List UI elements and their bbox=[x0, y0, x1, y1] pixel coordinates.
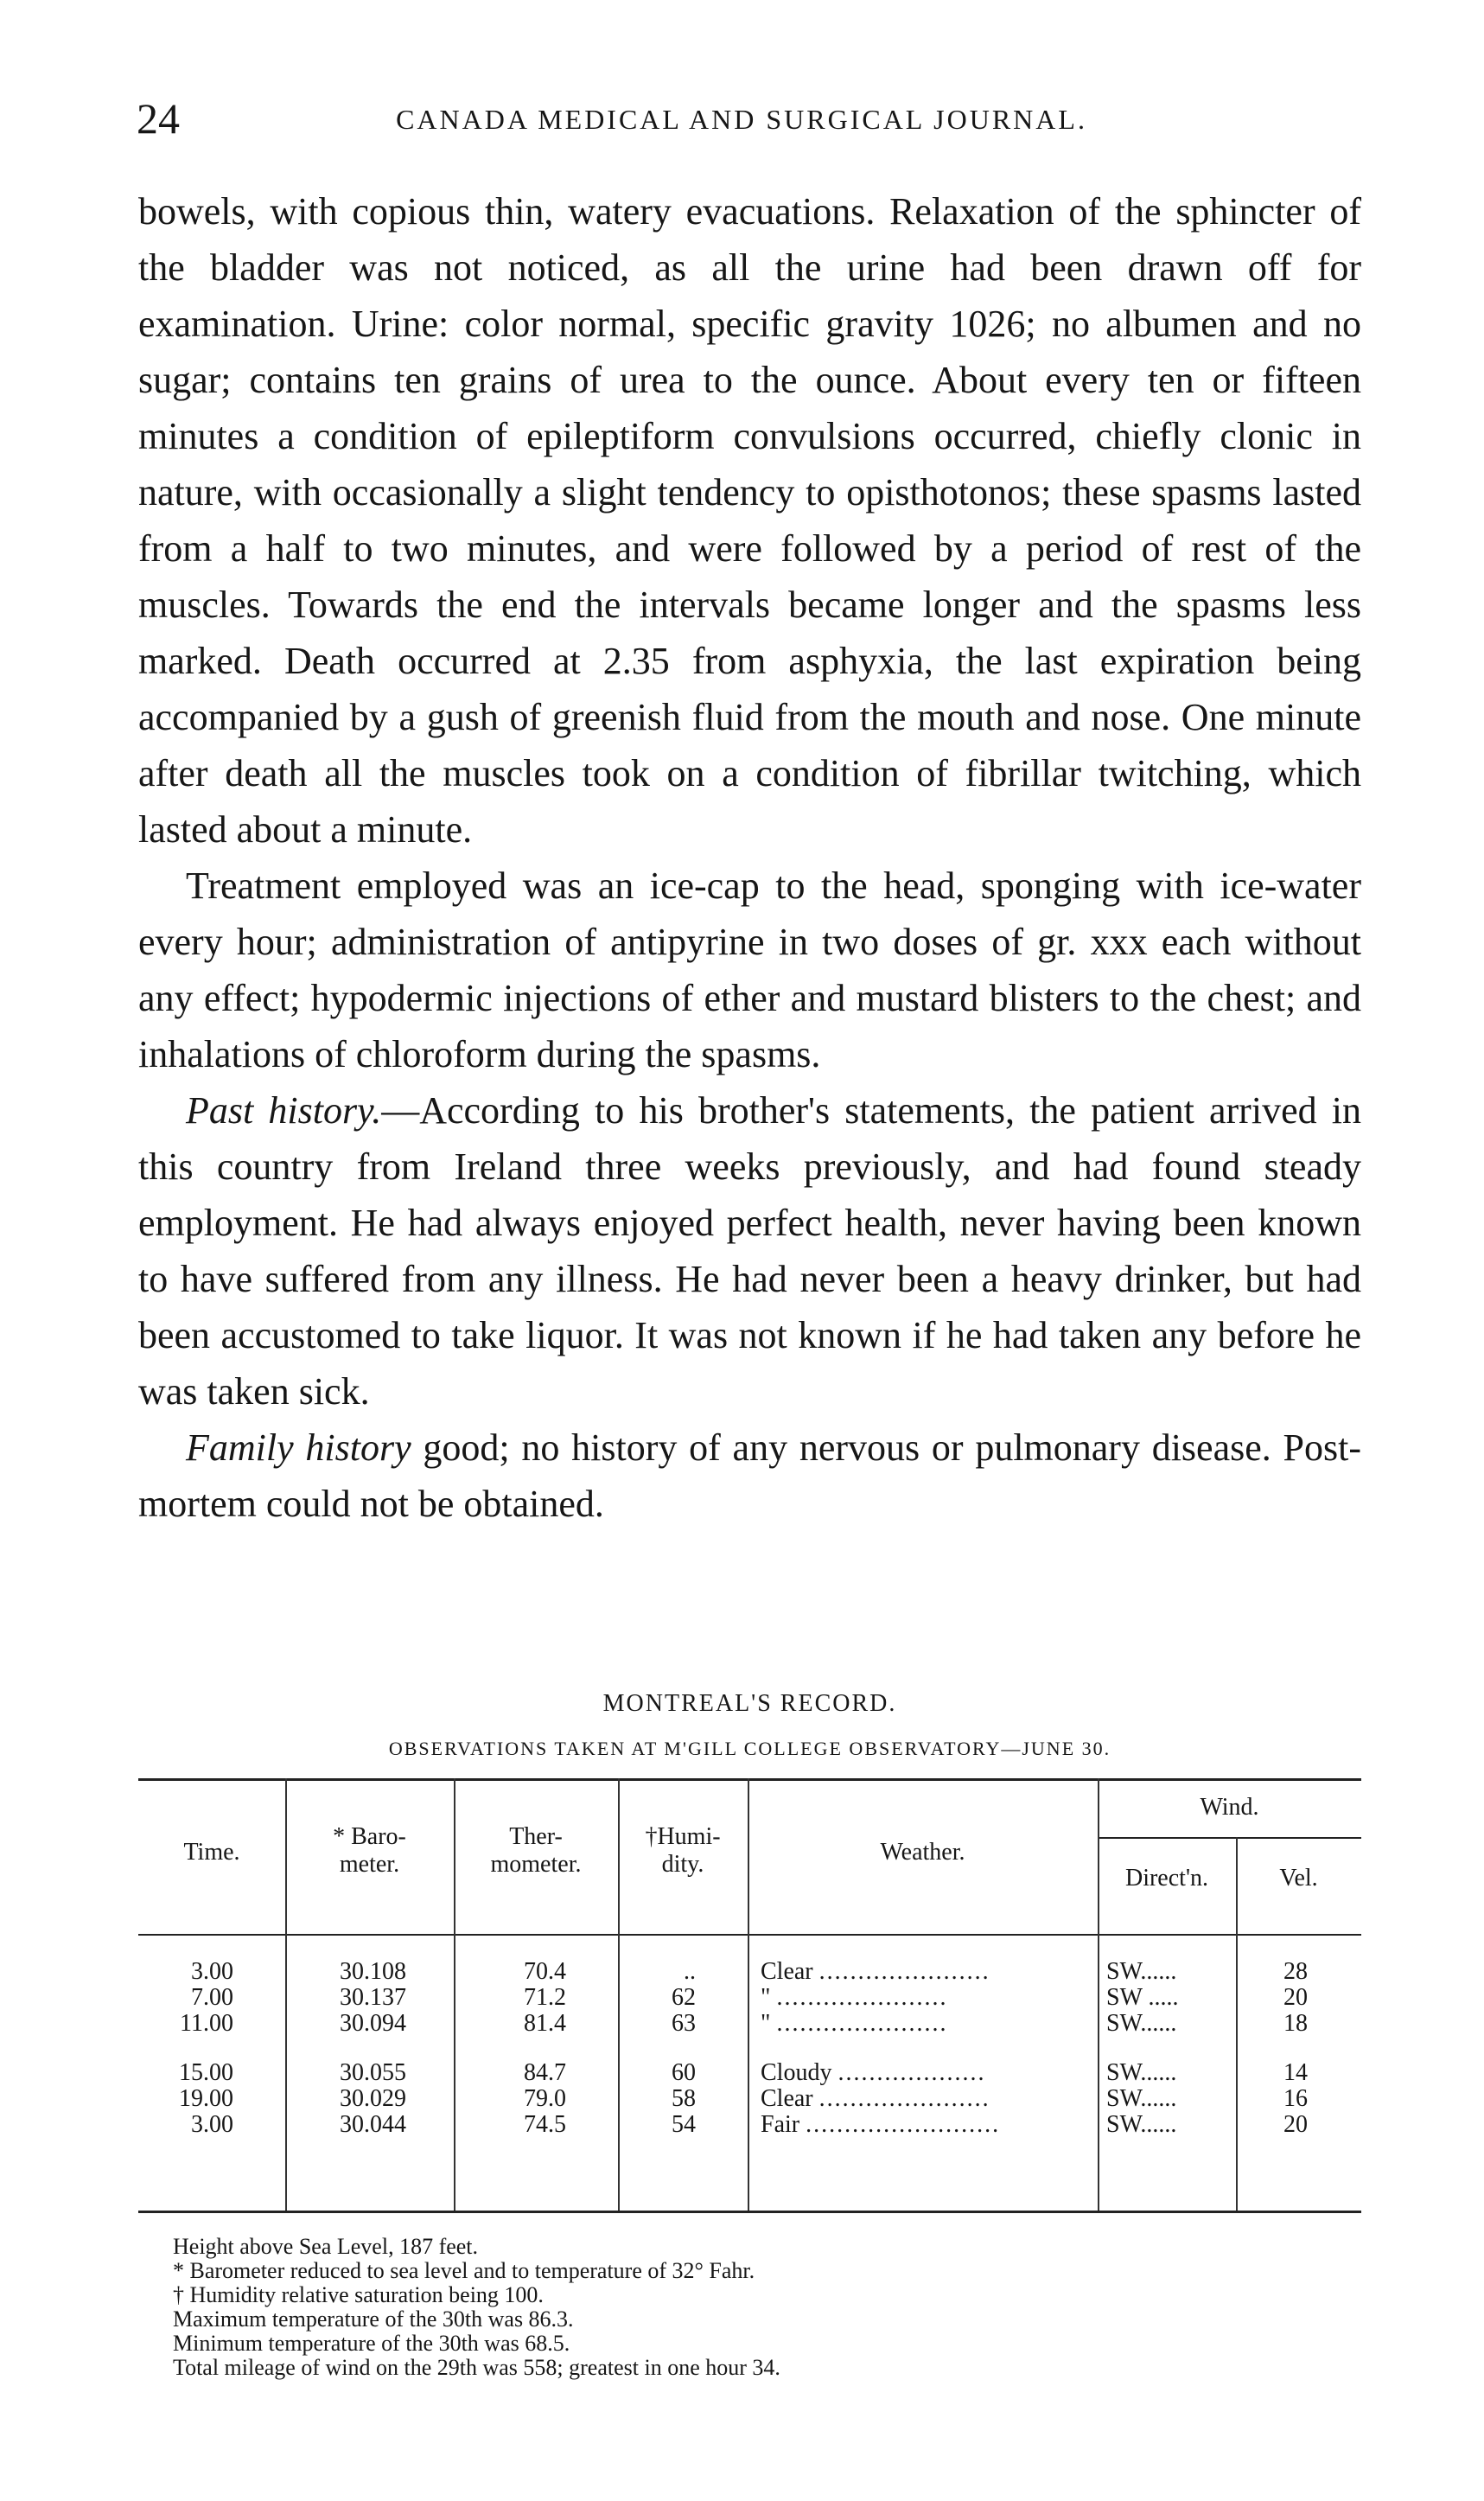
cell-weather bbox=[761, 2010, 1093, 2038]
running-head: CANADA MEDICAL AND SURGICAL JOURNAL. bbox=[396, 104, 1087, 135]
page-header bbox=[137, 93, 1347, 145]
cell-time: 7.00 bbox=[191, 1984, 233, 2011]
table-bottom-rule bbox=[138, 2211, 1361, 2213]
article-body bbox=[138, 183, 1361, 1532]
header-direction: Direct'n. bbox=[1124, 1865, 1208, 1892]
note-line: Minimum temperature of the 30th was 68.5. bbox=[173, 2331, 570, 2356]
cell-velocity: 16 bbox=[1283, 2085, 1308, 2112]
cell-humidity: 63 bbox=[672, 2010, 696, 2037]
dot-leader: ...................... bbox=[818, 1958, 990, 1985]
cell-direction: SW...... bbox=[1106, 1958, 1177, 1985]
header-thermometer: Ther- mometer. bbox=[490, 1823, 582, 1878]
dot-leader: ......................... bbox=[806, 2111, 1001, 2138]
weather-record-table bbox=[138, 1778, 1361, 2215]
cell-barometer: 30.044 bbox=[340, 2111, 406, 2138]
cell-direction: SW...... bbox=[1106, 2085, 1177, 2112]
dot-leader: ...................... bbox=[818, 2085, 990, 2112]
cell-time: 3.00 bbox=[191, 2111, 233, 2138]
cell-velocity: 14 bbox=[1283, 2059, 1308, 2086]
cell-humidity: 60 bbox=[672, 2059, 696, 2086]
cell-time: 19.00 bbox=[179, 2085, 233, 2112]
cell-weather bbox=[761, 1984, 1093, 2012]
cell-velocity: 20 bbox=[1283, 1984, 1308, 2011]
record-notes bbox=[173, 2235, 1296, 2380]
cell-thermometer: 79.0 bbox=[524, 2085, 566, 2112]
weather-text: " bbox=[761, 2010, 771, 2037]
dot-leader: ...................... bbox=[776, 2010, 948, 2037]
wind-subheader-rule bbox=[1098, 1837, 1361, 1839]
cell-direction: SW...... bbox=[1106, 2010, 1177, 2037]
past-history-label: Past history. bbox=[186, 1089, 382, 1132]
past-history-text: —According to his brother's statements, the patient arrived in this country from Ireland three weeks previously, and had found steady employment. He had always enjoyed perfect health, never having been known to have suffered from any illness. He had never been a heavy drinker, but had been accustomed to take liquor. It was not known if he had taken any before he was taken sick. bbox=[138, 1089, 1361, 1413]
cell-barometer: 30.094 bbox=[340, 2010, 406, 2037]
note-line: Height above Sea Level, 187 feet. bbox=[173, 2234, 479, 2259]
paragraph-family-history bbox=[138, 1420, 1361, 1532]
note-line: * Barometer reduced to sea level and to temperature of 32° Fahr. bbox=[173, 2258, 755, 2283]
header-barometer: * Baro- meter. bbox=[333, 1823, 406, 1878]
cell-velocity: 18 bbox=[1283, 2010, 1308, 2037]
weather-text: Clear bbox=[761, 1958, 813, 1985]
cell-thermometer: 84.7 bbox=[524, 2059, 566, 2086]
paragraph-case-description: bowels, with copious thin, watery evacuations. Relaxation of the sphincter of the bladder was not noticed, as all the urine had been drawn off for examination. Urine: color normal, specific gravity 1026; no albumen and no sugar; contains ten grains of urea to the ounce. About every ten or fifteen minutes a condition of epileptiform convulsions occurred, chiefly clonic in nature, with occasionally a slight tendency to opisthotonos; these spasms lasted from a half to two minutes, and were followed by a period of rest of the muscles. Towards the end the intervals became longer and the spasms less marked. Death occurred at 2.35 from asphyxia, the last expiration being accompanied by a gush of greenish fluid from the mouth and nose. One minute after death all the muscles took on a condition of fibrillar twitching, which lasted about a minute. bbox=[138, 190, 1361, 851]
header-time: Time. bbox=[183, 1839, 240, 1866]
weather-text: Clear bbox=[761, 2085, 813, 2112]
cell-weather bbox=[761, 2111, 1093, 2139]
cell-humidity: 62 bbox=[672, 1984, 696, 2011]
paragraph-past-history bbox=[138, 1082, 1361, 1420]
weather-text: Cloudy bbox=[761, 2059, 832, 2086]
family-history-text: good; no history of any nervous or pulmonary disease. Post-mortem could not be obtained. bbox=[138, 1426, 1362, 1525]
record-subtitle: OBSERVATIONS TAKEN AT M'GILL COLLEGE OBSERVATORY—JUNE 30. bbox=[388, 1738, 1111, 1759]
note-line: Total mileage of wind on the 29th was 558; greatest in one hour 34. bbox=[173, 2355, 780, 2380]
cell-thermometer: 74.5 bbox=[524, 2111, 566, 2138]
cell-time: 3.00 bbox=[191, 1958, 233, 1985]
cell-humidity: 58 bbox=[672, 2085, 696, 2112]
cell-weather bbox=[761, 1958, 1093, 1986]
cell-humidity: .. bbox=[684, 1958, 696, 1985]
cell-thermometer: 70.4 bbox=[524, 1958, 566, 1985]
cell-barometer: 30.055 bbox=[340, 2059, 406, 2086]
header-humidity: †Humi- dity. bbox=[645, 1823, 721, 1878]
dot-leader: ................... bbox=[838, 2059, 986, 2086]
column-divider bbox=[1236, 1837, 1238, 2211]
paragraph-treatment: Treatment employed was an ice-cap to the head, sponging with ice-water every hour; administration of antipyrine in two doses of gr. xxx each without any effect; hypodermic injections of ether and mustard blisters to the chest; and inhalations of chloroform during the spasms. bbox=[138, 865, 1361, 1075]
cell-direction: SW...... bbox=[1106, 2059, 1177, 2086]
cell-time: 11.00 bbox=[180, 2010, 233, 2037]
cell-weather bbox=[761, 2085, 1093, 2113]
header-wind: Wind. bbox=[1200, 1794, 1259, 1821]
weather-text: Fair bbox=[761, 2111, 800, 2138]
note-line: † Humidity relative saturation being 100. bbox=[173, 2282, 544, 2307]
header-weather: Weather. bbox=[880, 1839, 965, 1866]
cell-direction: SW ..... bbox=[1106, 1984, 1179, 2011]
cell-barometer: 30.137 bbox=[340, 1984, 406, 2011]
cell-velocity: 28 bbox=[1283, 1958, 1308, 1985]
cell-velocity: 20 bbox=[1283, 2111, 1308, 2138]
table-header-rule bbox=[138, 1934, 1361, 1936]
header-velocity: Vel. bbox=[1279, 1865, 1318, 1892]
dot-leader: ...................... bbox=[776, 1984, 948, 2011]
cell-thermometer: 71.2 bbox=[524, 1984, 566, 2011]
column-divider bbox=[1098, 1778, 1099, 2211]
cell-barometer: 30.029 bbox=[340, 2085, 406, 2112]
cell-barometer: 30.108 bbox=[340, 1958, 406, 1985]
weather-text: " bbox=[761, 1984, 771, 2011]
note-line: Maximum temperature of the 30th was 86.3. bbox=[173, 2306, 574, 2332]
family-history-label: Family history bbox=[186, 1426, 411, 1469]
cell-thermometer: 81.4 bbox=[524, 2010, 566, 2037]
cell-time: 15.00 bbox=[179, 2059, 233, 2086]
cell-weather bbox=[761, 2059, 1093, 2087]
record-title: MONTREAL'S RECORD. bbox=[602, 1690, 897, 1717]
cell-humidity: 54 bbox=[672, 2111, 696, 2138]
page-number: 24 bbox=[137, 94, 180, 143]
cell-direction: SW...... bbox=[1106, 2111, 1177, 2138]
table-top-rule bbox=[138, 1778, 1361, 1781]
